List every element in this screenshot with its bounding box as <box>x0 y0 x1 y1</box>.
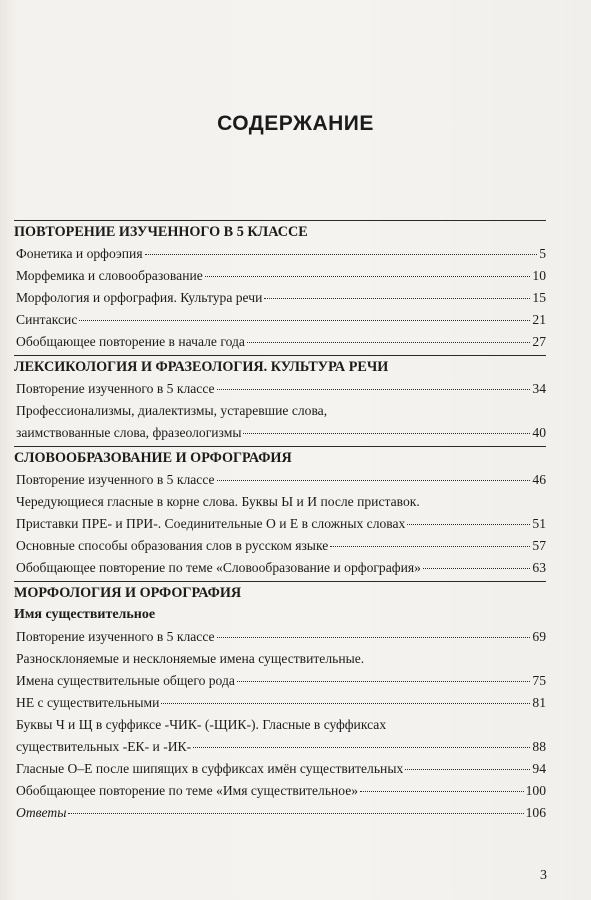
toc-page-number: 34 <box>532 381 546 396</box>
toc-section-heading: ЛЕКСИКОЛОГИЯ И ФРАЗЕОЛОГИЯ. КУЛЬТУРА РЕЧИ <box>14 355 546 378</box>
toc-entry-title: Синтаксис <box>16 312 78 327</box>
toc-page-number: 94 <box>532 761 546 776</box>
dot-leader <box>161 689 530 704</box>
toc-page-number: 75 <box>532 673 546 688</box>
dot-leader <box>68 799 523 814</box>
dot-leader <box>243 419 530 434</box>
toc-page-number: 21 <box>532 312 546 327</box>
toc-entry <box>14 802 546 824</box>
toc-entry <box>14 626 546 648</box>
toc-entry-title: Имена существительные общего рода <box>16 673 235 688</box>
page-title: СОДЕРЖАНИЕ <box>217 112 374 135</box>
toc-entry-line: Буквы Ч и Щ в суффиксе -ЧИК- (-ЩИК-). Гласные в суффиксах <box>16 717 387 732</box>
dot-leader <box>145 240 538 255</box>
toc-entry-line: Разносклоняемые и несклоняемые имена существительные. <box>16 651 365 666</box>
toc-section-heading: МОРФОЛОГИЯ И ОРФОГРАФИЯ <box>14 581 546 604</box>
toc-entry-line: Профессионализмы, диалектизмы, устаревшие слова, <box>16 403 328 418</box>
toc-page-number: 63 <box>532 560 546 575</box>
toc-entry-title: Обобщающее повторение в начале года <box>16 334 245 349</box>
toc-page-number: 46 <box>532 472 546 487</box>
page-number: 3 <box>540 868 547 883</box>
toc-entry-title: Приставки ПРЕ- и ПРИ-. Соединительные О и Е в сложных словах <box>16 516 406 531</box>
toc-page-number: 27 <box>532 334 546 349</box>
toc-subsection-heading: Имя существительное <box>14 607 156 622</box>
dot-leader <box>423 554 531 569</box>
dot-leader <box>217 466 531 481</box>
toc-page-number: 88 <box>532 739 546 754</box>
dot-leader <box>193 733 530 748</box>
dot-leader <box>360 777 524 792</box>
toc-entry <box>14 331 546 353</box>
toc-entry-title: существительных -ЕК- и -ИК- <box>16 739 192 754</box>
toc-entry-title: Гласные О–Е после шипящих в суффиксах имён существительных <box>16 761 404 776</box>
toc-entry <box>14 692 546 714</box>
dot-leader <box>79 306 530 321</box>
toc-page-number: 5 <box>539 246 546 261</box>
dot-leader <box>330 532 530 547</box>
dot-leader <box>237 667 530 682</box>
toc-entry-title: Фонетика и орфоэпия <box>16 246 143 261</box>
toc-entry-title: Основные способы образования слов в русском языке <box>16 538 329 553</box>
toc-entry-title: Морфемика и словообразование <box>16 268 203 283</box>
toc-page-number: 40 <box>532 425 546 440</box>
toc-page-number: 69 <box>532 629 546 644</box>
toc-page-number: 51 <box>532 516 546 531</box>
toc-page-number: 10 <box>532 268 546 283</box>
dot-leader <box>217 375 531 390</box>
dot-leader <box>405 755 530 770</box>
toc-entry-title: НЕ с существительными <box>16 695 160 710</box>
toc-entry-title: Повторение изученного в 5 классе <box>16 629 215 644</box>
toc-page-number: 81 <box>532 695 546 710</box>
toc-page-number: 15 <box>532 290 546 305</box>
toc-entry <box>14 378 546 400</box>
toc-entry <box>14 469 546 491</box>
toc-entry-title: Обобщающее повторение по теме «Имя существительное» <box>16 783 359 798</box>
dot-leader <box>217 623 531 638</box>
toc-entry-title: Повторение изученного в 5 классе <box>16 381 215 396</box>
toc-entry-title: Обобщающее повторение по теме «Словообразование и орфография» <box>16 560 421 575</box>
toc-section-heading: ПОВТОРЕНИЕ ИЗУЧЕННОГО В 5 КЛАССЕ <box>14 220 546 243</box>
toc-entry-title: Повторение изученного в 5 классе <box>16 472 215 487</box>
toc-page-number: 100 <box>525 783 546 798</box>
toc-entry-line: Чередующиеся гласные в корне слова. Буквы Ы и И после приставок. <box>16 494 420 509</box>
toc-entry <box>14 557 546 579</box>
table-of-contents <box>14 220 546 824</box>
dot-leader <box>205 262 531 277</box>
toc-entry <box>14 422 546 444</box>
toc-page-number: 106 <box>525 805 546 820</box>
toc-page-number: 57 <box>532 538 546 553</box>
dot-leader <box>407 510 530 525</box>
toc-entry-title: Ответы <box>16 805 67 820</box>
toc-entry-title: Морфология и орфография. Культура речи <box>16 290 263 305</box>
dot-leader <box>247 328 530 343</box>
dot-leader <box>264 284 530 299</box>
toc-section-heading: СЛОВООБРАЗОВАНИЕ И ОРФОГРАФИЯ <box>14 446 546 469</box>
toc-entry-title: заимствованные слова, фразеологизмы <box>16 425 242 440</box>
